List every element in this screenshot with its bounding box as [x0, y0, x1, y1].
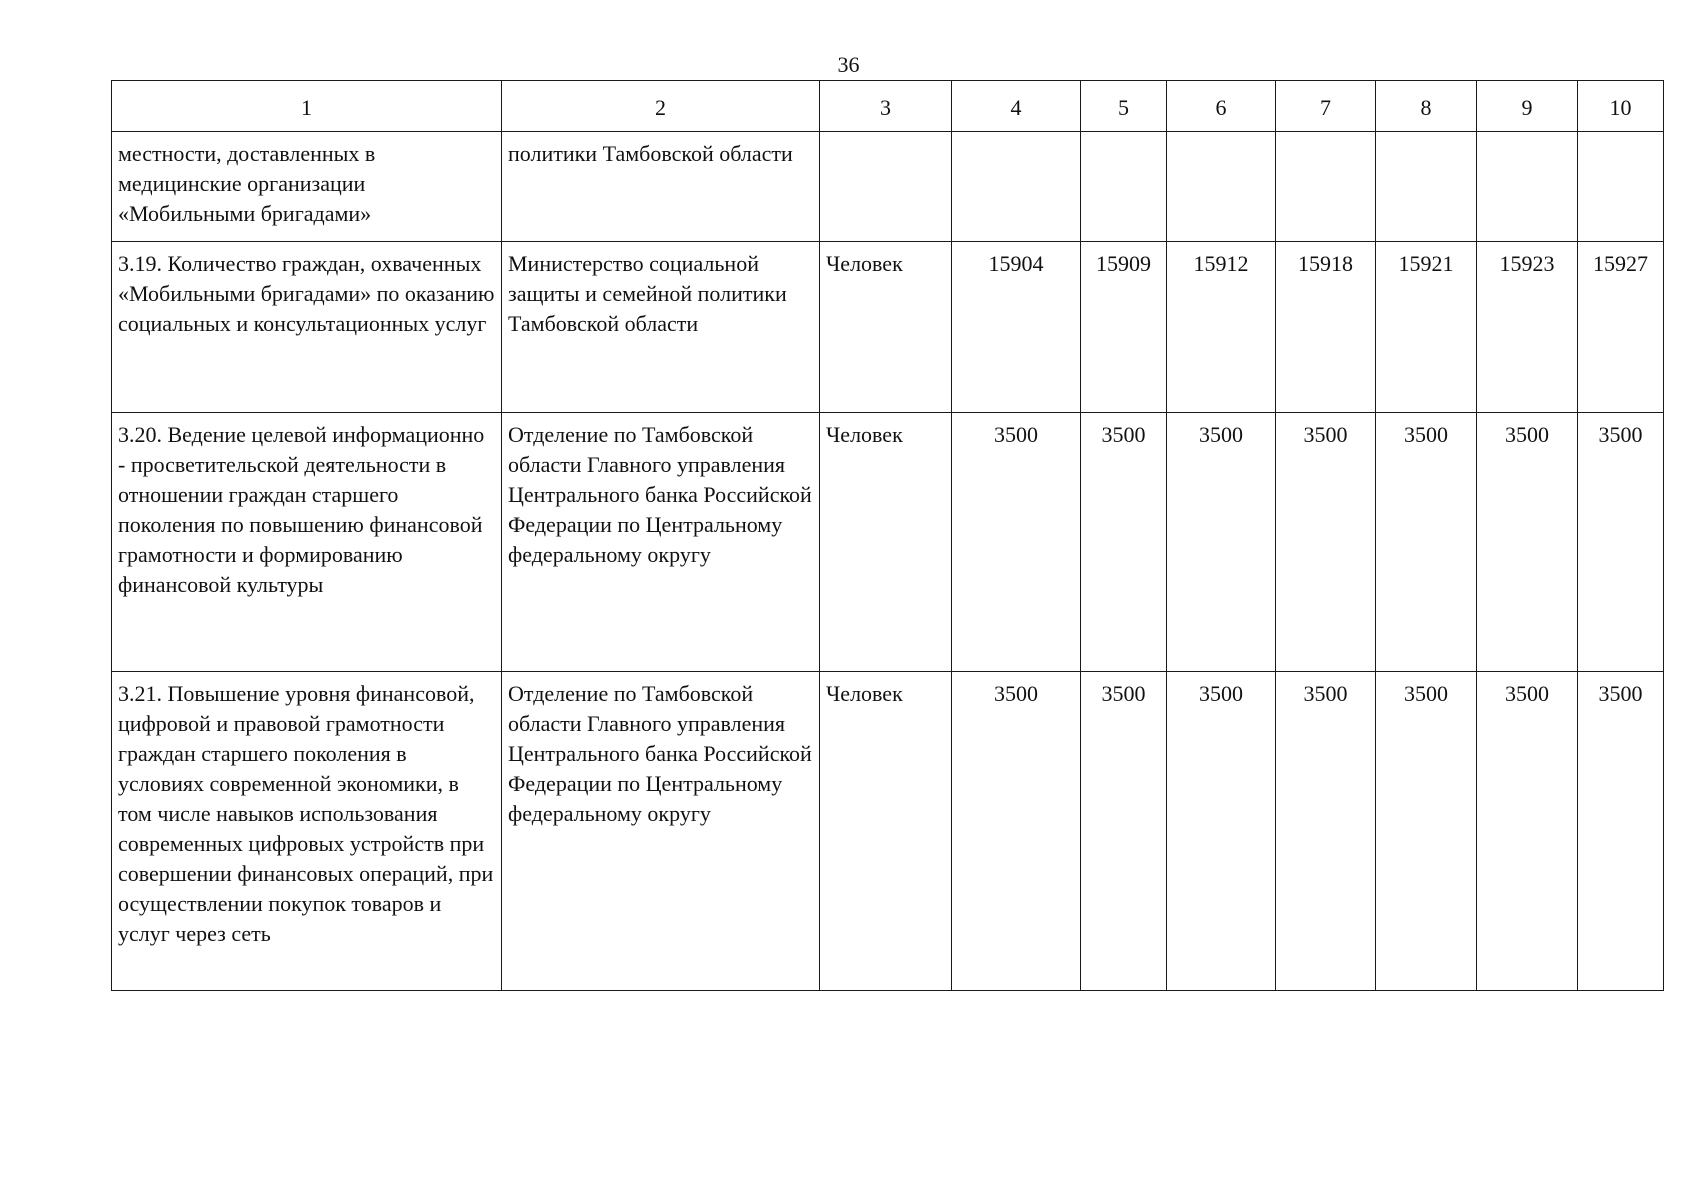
column-header: 2 [502, 81, 820, 132]
column-header: 9 [1477, 81, 1578, 132]
column-header: 5 [1081, 81, 1167, 132]
value-cell: 15909 [1081, 242, 1167, 413]
value-cell: 3500 [1167, 672, 1276, 991]
value-cell: 3500 [952, 413, 1081, 672]
value-cell [1167, 132, 1276, 242]
unit-cell: Человек [820, 242, 952, 413]
value-cell: 3500 [1276, 413, 1376, 672]
unit-cell [820, 132, 952, 242]
value-cell: 3500 [1081, 413, 1167, 672]
value-cell: 3500 [1578, 672, 1664, 991]
value-cell: 3500 [1376, 672, 1477, 991]
indicators-table [111, 80, 1664, 991]
table-row [112, 242, 1664, 413]
value-cell: 3500 [1081, 672, 1167, 991]
column-header: 3 [820, 81, 952, 132]
table-row [112, 413, 1664, 672]
responsible-cell: политики Тамбовской области [502, 132, 820, 242]
value-cell: 3500 [1376, 413, 1477, 672]
indicator-cell: местности, доставленных в медицинские организации «Мобильными бригадами» [112, 132, 502, 242]
unit-cell: Человек [820, 413, 952, 672]
column-header: 6 [1167, 81, 1276, 132]
table-header-row [112, 81, 1664, 132]
value-cell [952, 132, 1081, 242]
column-header: 1 [112, 81, 502, 132]
table-row [112, 672, 1664, 991]
value-cell [1276, 132, 1376, 242]
column-header: 8 [1376, 81, 1477, 132]
column-header: 7 [1276, 81, 1376, 132]
value-cell: 15918 [1276, 242, 1376, 413]
value-cell: 15921 [1376, 242, 1477, 413]
indicator-cell: 3.19. Количество граждан, охваченных «Мобильными бригадами» по оказанию социальных и консультационных услуг [112, 242, 502, 413]
value-cell: 3500 [952, 672, 1081, 991]
unit-cell: Человек [820, 672, 952, 991]
value-cell [1578, 132, 1664, 242]
value-cell: 3500 [1578, 413, 1664, 672]
value-cell: 3500 [1167, 413, 1276, 672]
table-row [112, 132, 1664, 242]
value-cell: 15912 [1167, 242, 1276, 413]
column-header: 10 [1578, 81, 1664, 132]
value-cell [1477, 132, 1578, 242]
value-cell: 3500 [1477, 413, 1578, 672]
value-cell: 15904 [952, 242, 1081, 413]
value-cell: 3500 [1276, 672, 1376, 991]
indicator-cell: 3.21. Повышение уровня финансовой, цифровой и правовой грамотности граждан старшего поколения в условиях современной экономики, в том числе навыков использования современных цифровых устройств при совершении финансовых операций, при осуществлении покупок товаров и услуг через сеть [112, 672, 502, 991]
value-cell: 15927 [1578, 242, 1664, 413]
page-number: 36 [837, 52, 860, 77]
value-cell: 3500 [1477, 672, 1578, 991]
value-cell [1081, 132, 1167, 242]
responsible-cell: Министерство социальной защиты и семейной политики Тамбовской области [502, 242, 820, 413]
responsible-cell: Отделение по Тамбовской области Главного управления Центрального банка Российской Федерации по Центральному федеральному округу [502, 413, 820, 672]
column-header: 4 [952, 81, 1081, 132]
indicator-cell: 3.20. Ведение целевой информационно - просветительской деятельности в отношении граждан старшего поколения по повышению финансовой грамотности и формированию финансовой культуры [112, 413, 502, 672]
value-cell: 15923 [1477, 242, 1578, 413]
responsible-cell: Отделение по Тамбовской области Главного управления Центрального банка Российской Федерации по Центральному федеральному округу [502, 672, 820, 991]
value-cell [1376, 132, 1477, 242]
